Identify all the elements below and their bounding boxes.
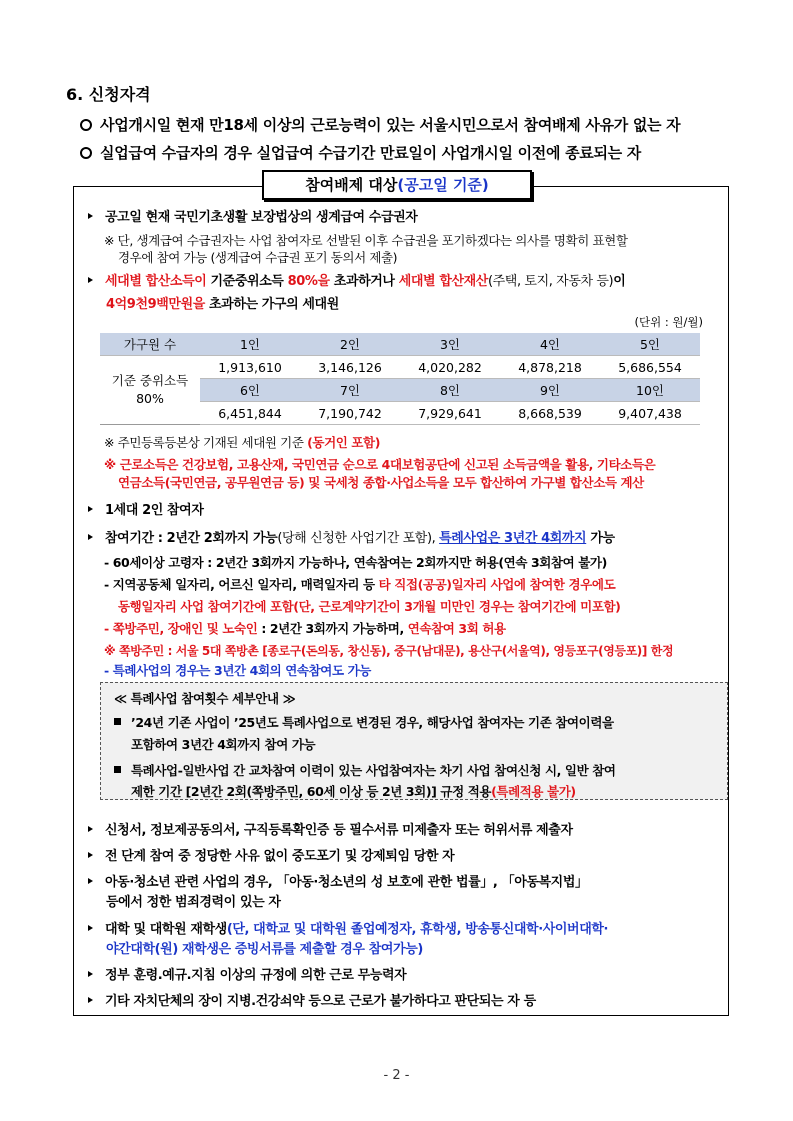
text-red: 세대별 합산소득이 bbox=[105, 274, 207, 289]
text: : 2년간 3회까지 가능하며, bbox=[257, 621, 408, 636]
period-sub-elderly: - 60세이상 고령자 : 2년간 3회까지 가능하나, 연속참여는 2회까지만 허용(연속 3회참여 불가) bbox=[104, 555, 607, 570]
table-value-cell: 1,913,610 bbox=[200, 356, 300, 379]
exclusion-item-criminal bbox=[88, 874, 588, 892]
exclusion-item-criminal-line2: 등에서 정한 범죄경력이 있는 자 bbox=[106, 895, 281, 910]
exclusion-item-dropout bbox=[88, 848, 454, 866]
table-value-cell: 6,451,844 bbox=[200, 402, 300, 425]
period-sub-special: - 특례사업의 경우는 3년간 4회의 연속참여도 가능 bbox=[104, 663, 371, 678]
page-number: - 2 - bbox=[383, 1068, 410, 1083]
unit-label: (단위 : 원/월) bbox=[634, 315, 703, 329]
item-text: 대학 및 대학원 재학생 bbox=[105, 922, 227, 937]
guide-bullet-2 bbox=[114, 762, 616, 780]
text-red: (특례적용 불가) bbox=[491, 784, 576, 799]
triangle-bullet-icon bbox=[88, 534, 93, 540]
text: (당해 신청한 사업기간 포함), bbox=[277, 531, 440, 546]
table-row bbox=[100, 356, 700, 379]
item-text: 1세대 2인 참여자 bbox=[105, 503, 204, 518]
table-value-cell: 4,020,282 bbox=[400, 356, 500, 379]
table-value-cell: 7,190,742 bbox=[300, 402, 400, 425]
period-sub-community-line2: 동행일자리 사업 참여기간에 포함(단, 근로계약기간이 3개월 미만인 경우는 참여기간에 미포함) bbox=[118, 599, 621, 614]
text: 이 bbox=[613, 274, 626, 289]
text: 참여기간 : 2년간 2회까지 가능 bbox=[105, 531, 278, 546]
item-text: 정부 훈령.예규.지침 이상의 규정에 의한 근로 무능력자 bbox=[105, 968, 407, 983]
exclusion-item-incapable bbox=[88, 967, 406, 985]
period-sub-community bbox=[104, 576, 615, 594]
table-size-cell: 7인 bbox=[300, 379, 400, 402]
exclusion-item-household bbox=[88, 502, 204, 520]
condition-unemployment bbox=[80, 142, 641, 163]
triangle-bullet-icon bbox=[88, 997, 93, 1003]
text: 초과하는 가구의 세대원 bbox=[204, 297, 339, 312]
item-text: 신청서, 정보제공동의서, 구직등록확인증 등 필수서류 미제출자 또는 허위서류 제출자 bbox=[105, 823, 573, 838]
note-income-line1: ※ 근로소득은 건강보험, 고용산재, 국민연금 순으로 4대보험공단에 신고된 소득금액을 활용, 기타소득은 bbox=[104, 457, 656, 472]
triangle-bullet-icon bbox=[88, 878, 93, 884]
triangle-bullet-icon bbox=[88, 852, 93, 858]
table-size-cell: 2인 bbox=[300, 333, 400, 356]
guide-bullet-1 bbox=[114, 714, 614, 732]
note-text-red: (동거인 포함) bbox=[307, 435, 381, 450]
condition-text: 사업개시일 현재 만18세 이상의 근로능력이 있는 서울시민으로서 참여배제 사유가 없는 자 bbox=[100, 116, 681, 134]
triangle-bullet-icon bbox=[88, 925, 93, 931]
triangle-bullet-icon bbox=[88, 826, 93, 832]
text: 기준중위소득 bbox=[206, 274, 288, 289]
table-size-cell: 3인 bbox=[400, 333, 500, 356]
guide-bullet-2-line2 bbox=[131, 783, 576, 801]
text-red: 연속참여 3회 허용 bbox=[407, 621, 506, 636]
condition-age bbox=[80, 114, 680, 135]
circle-bullet-icon bbox=[80, 119, 92, 131]
text: 초과하거나 bbox=[329, 274, 399, 289]
table-size-cell: 6인 bbox=[200, 379, 300, 402]
exclusion-item-livelihood bbox=[88, 209, 417, 227]
triangle-bullet-icon bbox=[88, 213, 93, 219]
table-row bbox=[100, 333, 700, 356]
table-value-cell: 3,146,126 bbox=[300, 356, 400, 379]
table-value-cell: 4,878,218 bbox=[500, 356, 600, 379]
item-text: 기타 자치단체의 장이 지병.건강쇠약 등으로 근로가 불가하다고 판단되는 자 등 bbox=[105, 994, 536, 1009]
section-title: 6. 신청자격 bbox=[66, 85, 151, 104]
livelihood-note-line1: ※ 단, 생계급여 수급권자는 사업 참여자로 선발된 이후 수급권을 포기하겠다는 의사를 명확히 표현할 bbox=[104, 233, 628, 248]
square-bullet-icon bbox=[114, 766, 121, 773]
table-row-label bbox=[100, 356, 200, 425]
text-red: 80%을 bbox=[287, 274, 330, 289]
triangle-bullet-icon bbox=[88, 277, 93, 283]
text-red: - 쪽방주민, 장애인 및 노숙인 bbox=[104, 621, 258, 636]
exclusion-item-income bbox=[88, 273, 625, 291]
text-red: 4억9천9백만원을 bbox=[106, 297, 205, 312]
tag-main: 참여배제 대상 bbox=[305, 176, 398, 194]
square-bullet-icon bbox=[114, 718, 121, 725]
exclusion-item-income-line2 bbox=[106, 296, 339, 314]
item-text: 공고일 현재 국민기초생활 보장법상의 생계급여 수급권자 bbox=[105, 210, 418, 225]
text-red: 타 직접(공공)일자리 사업에 참여한 경우에도 bbox=[378, 577, 616, 592]
text: 가능 bbox=[586, 531, 615, 546]
triangle-bullet-icon bbox=[88, 506, 93, 512]
text: - 지역공동체 일자리, 어르신 일자리, 매력일자리 등 bbox=[104, 577, 379, 592]
table-size-cell: 8인 bbox=[400, 379, 500, 402]
text-blue: 특례사업은 3년간 4회까지 bbox=[439, 531, 587, 546]
note-resident bbox=[104, 434, 380, 452]
guide-title: ≪ 특례사업 참여횟수 세부안내 ≫ bbox=[114, 691, 296, 706]
period-sub-jjokbang: ※ 쪽방주민 : 서울 5대 쪽방촌 [종로구(돈의동, 창신동), 중구(남대문), 용산구(서울역), 영등포구(영등포)] 한정 bbox=[104, 644, 674, 658]
exclusion-item-period bbox=[88, 530, 615, 548]
table-size-cell: 1인 bbox=[200, 333, 300, 356]
table-size-cell: 4인 bbox=[500, 333, 600, 356]
text: (주택, 토지, 자동차 등) bbox=[487, 274, 614, 289]
exclusion-item-student bbox=[88, 921, 608, 939]
item-text: 아동·청소년 관련 사업의 경우, 「아동·청소년의 성 보호에 관한 법률」, 「아동복지법」 bbox=[105, 875, 588, 890]
item-text: 전 단계 참여 중 정당한 사유 없이 중도포기 및 강제퇴임 당한 자 bbox=[105, 849, 455, 864]
table-size-cell: 5인 bbox=[600, 333, 700, 356]
table-size-cell: 10인 bbox=[600, 379, 700, 402]
livelihood-note-line2: 경우에 참여 가능 (생계급여 수급권 포기 동의서 제출) bbox=[118, 250, 398, 265]
text-blue: (단, 대학교 및 대학원 졸업예정자, 휴학생, 방송통신대학·사이버대학· bbox=[226, 922, 609, 937]
text: 제한 기간 [2년간 2회(쪽방주민, 60세 이상 등 2년 3회)] 규정 적용 bbox=[131, 784, 492, 799]
note-income-line2: 연금소득(국민연금, 공무원연금 등) 및 국세청 종합·사업소득을 모두 합산하여 가구별 합산소득 계산 bbox=[118, 475, 644, 490]
circle-bullet-icon bbox=[80, 147, 92, 159]
exclusion-item-documents bbox=[88, 822, 573, 840]
exclusion-item-student-line2: 야간대학(원) 재학생은 증빙서류를 제출할 경우 참여가능) bbox=[106, 942, 423, 957]
table-value-cell: 9,407,438 bbox=[600, 402, 700, 425]
text: 특례사업-일반사업 간 교차참여 이력이 있는 사업참여자는 차기 사업 참여신청 시, 일반 참여 bbox=[131, 763, 616, 778]
tag-sub: (공고일 기준) bbox=[397, 176, 489, 194]
table-header-label: 가구원 수 bbox=[100, 333, 200, 356]
table-value-cell: 8,668,539 bbox=[500, 402, 600, 425]
table-size-cell: 9인 bbox=[500, 379, 600, 402]
text: ’24년 기존 사업이 ’25년도 특례사업으로 변경된 경우, 해당사업 참여자는 기존 참여이력을 bbox=[131, 715, 614, 730]
table-value-cell: 5,686,554 bbox=[600, 356, 700, 379]
text-red: 세대별 합산재산 bbox=[398, 274, 488, 289]
median-income-table bbox=[100, 333, 700, 425]
guide-bullet-1-line2: 포함하여 3년간 4회까지 참여 가능 bbox=[131, 737, 316, 752]
exclusion-tag bbox=[262, 170, 532, 200]
note-text: ※ 주민등록등본상 기재된 세대원 기준 bbox=[104, 435, 308, 450]
row-label-line2: 80% bbox=[136, 391, 164, 406]
triangle-bullet-icon bbox=[88, 971, 93, 977]
exclusion-item-other bbox=[88, 993, 536, 1011]
condition-text: 실업급여 수급자의 경우 실업급여 수급기간 만료일이 사업개시일 이전에 종료되는 자 bbox=[100, 144, 641, 162]
period-sub-vulnerable bbox=[104, 620, 506, 638]
row-label-line1: 기준 중위소득 bbox=[111, 373, 189, 388]
table-value-cell: 7,929,641 bbox=[400, 402, 500, 425]
